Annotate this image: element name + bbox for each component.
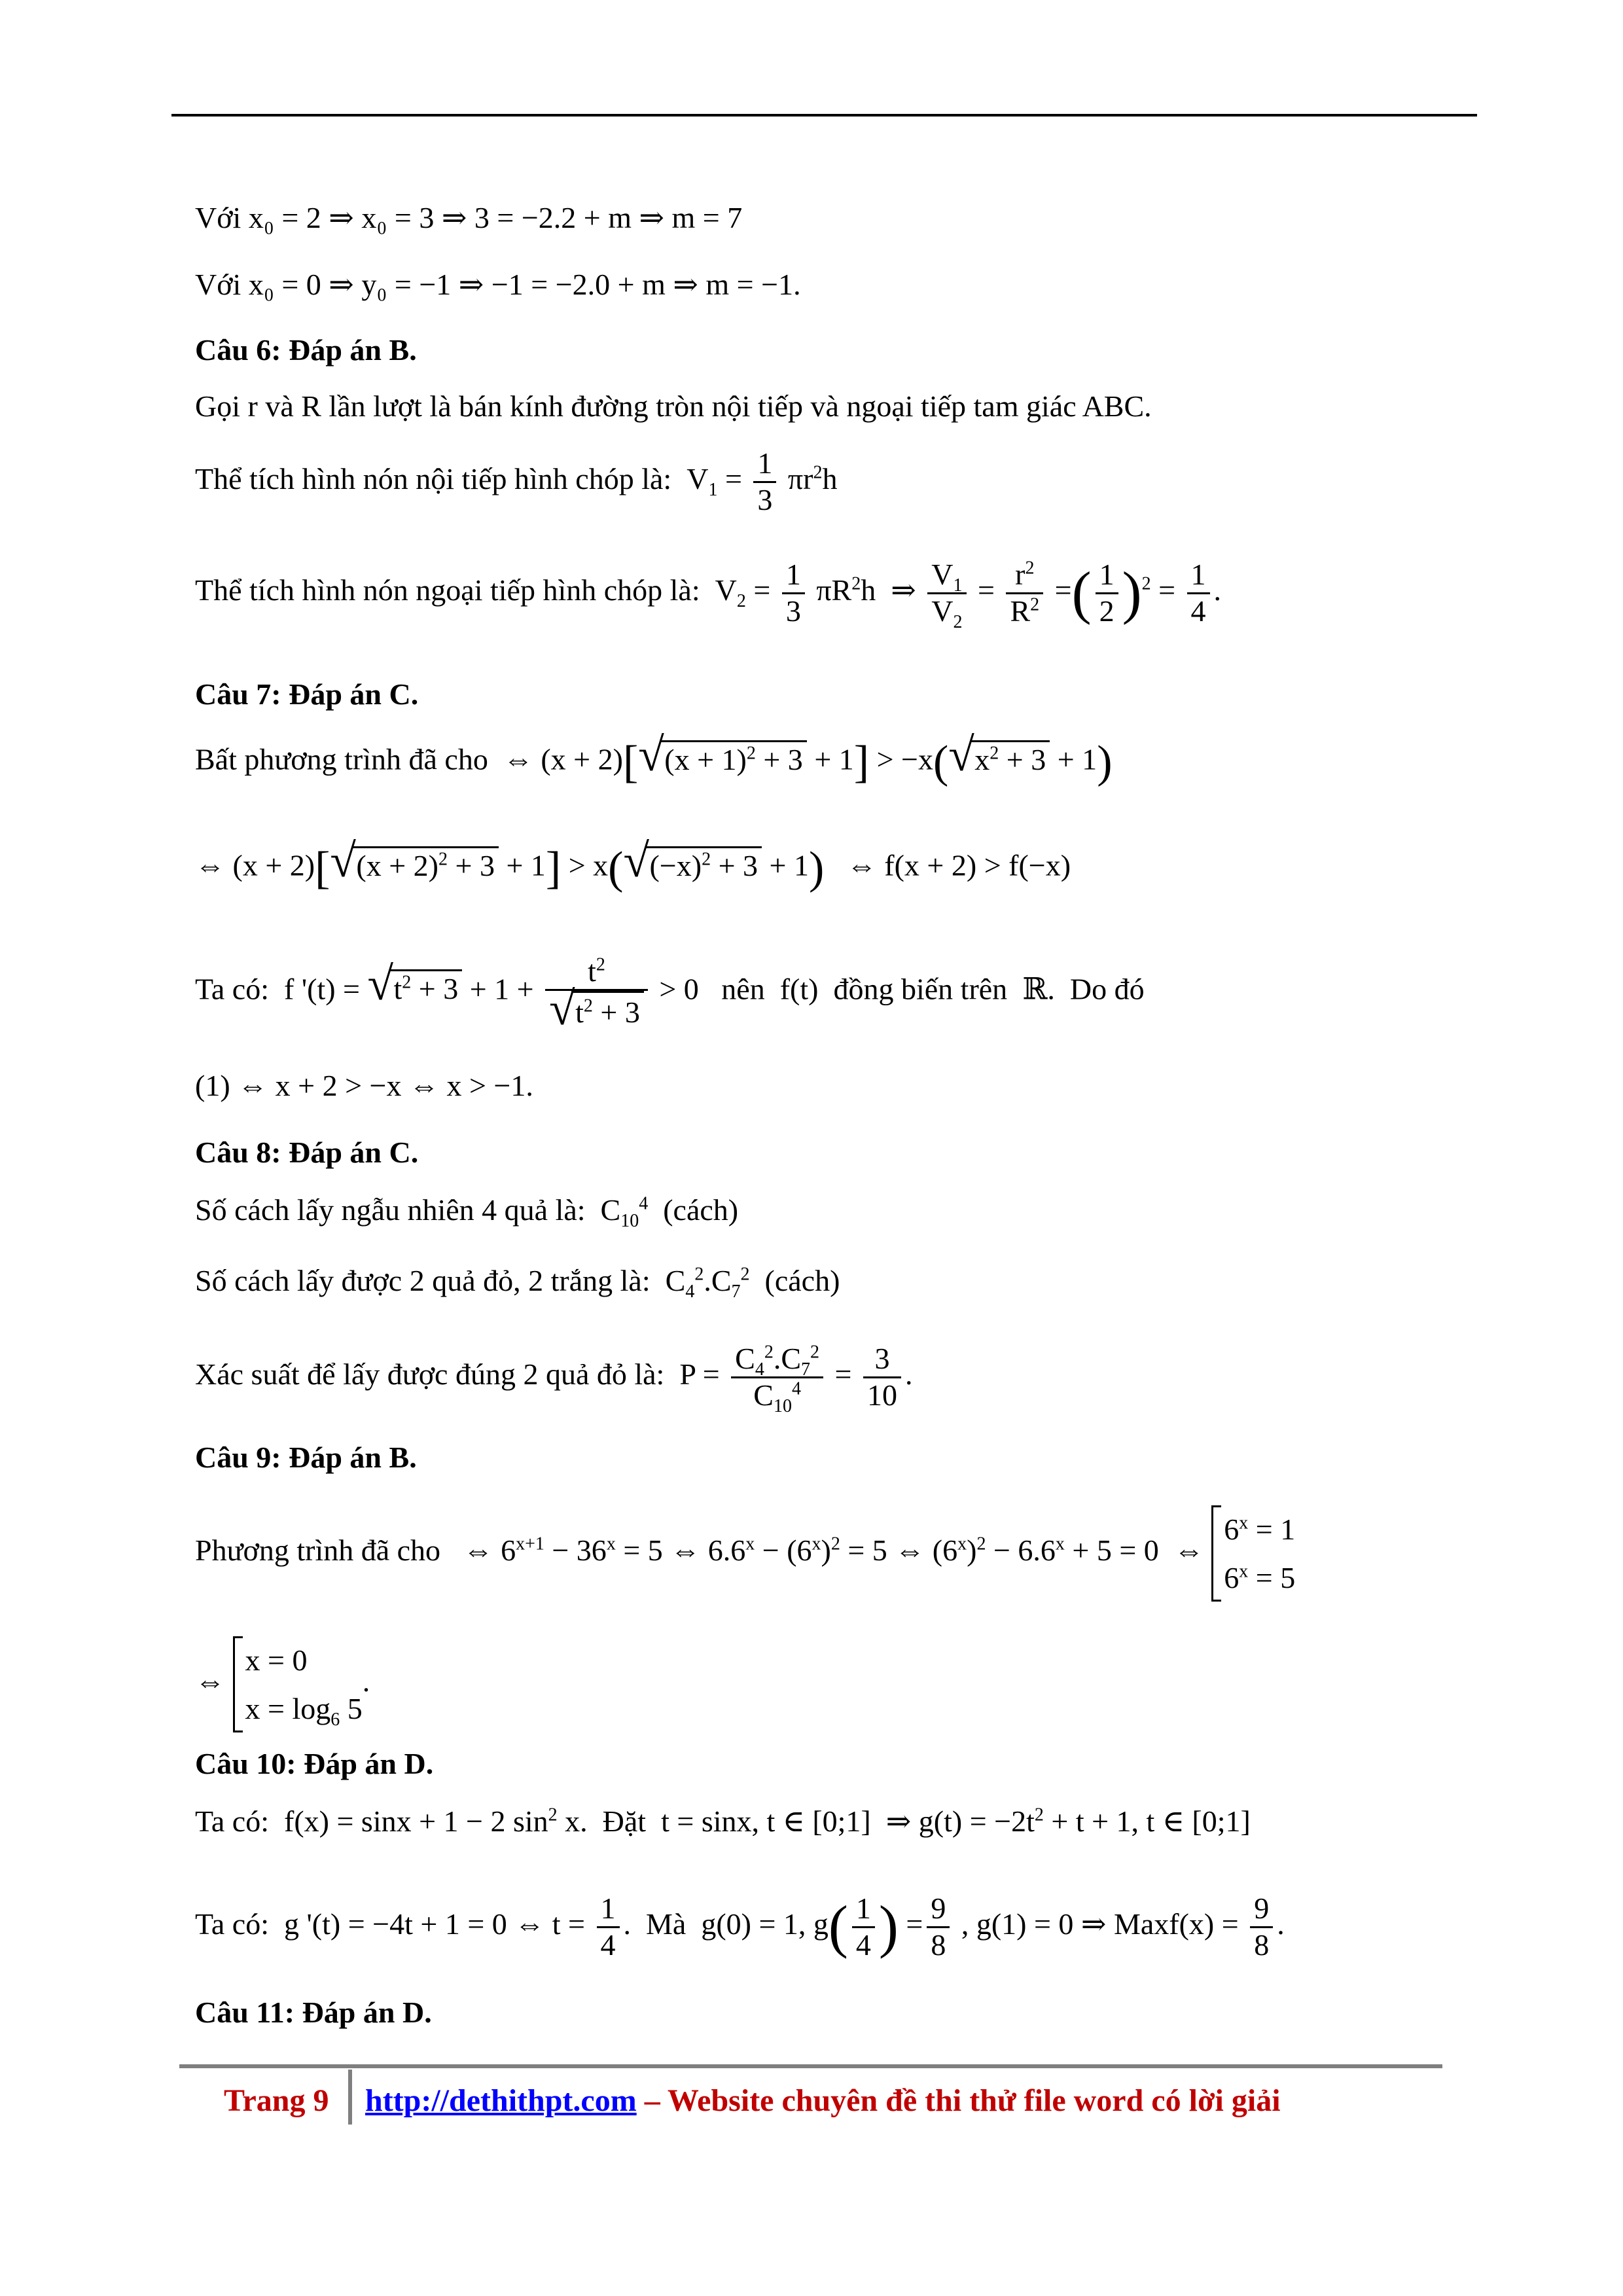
cau10-heading: Câu 10: Đáp án D.	[195, 1747, 434, 1780]
cau8-text2: Số cách lấy được 2 quả đỏ, 2 trắng là: $C_4^2.C_7^2$ (cách)	[195, 1264, 840, 1302]
website-link[interactable]: http://dethithpt.com	[365, 2083, 637, 2118]
cau8-text3: Xác suất để lấy được đúng 2 quả đỏ là: P = $\frac{C_4^2.C_7^2}{C_{10}^4}$ = $\frac{3}{10}$ .	[195, 1342, 913, 1417]
line-x0-0	[195, 270, 801, 300]
top-rule	[171, 114, 1477, 117]
cau6-heading: Câu 6: Đáp án B.	[195, 333, 417, 367]
cau7-heading: Câu 7: Đáp án C.	[195, 677, 419, 711]
footer-rule	[179, 2064, 1442, 2068]
cau11-heading: Câu 11: Đáp án D.	[195, 1996, 432, 2029]
cau10-text2: Ta có: g '(t) = −4t + 1 = 0 ⇔ t = $\frac{1}{4}$ . Mà g(0) = 1, g( $\frac{1}{4}$ ) = $\frac{9}{8}$ , g(1) = 0 ⇒ Maxf(x) = $\frac{9}{8}$ .	[195, 1892, 1285, 1962]
cau7-text3: (1) ⇔ x + 2 > −x ⇔ x > −1.	[195, 1069, 533, 1102]
equation-text: Với x₀ = 0 ⇒ y₀ = −1 ⇒ −1 = −2.0 + m ⇒ m = −1.	[195, 268, 801, 301]
line-x0-2	[195, 203, 742, 233]
equation-text: Với x₀ = 2 ⇒ x₀ = 3 ⇒ 3 = −2.2 + m ⇒ m = 7	[195, 201, 743, 234]
cau7-text1: Bất phương trình đã cho ⇔ (x + 2)[√ $(x + 1)^2 + 3 + 1] > -x(√$ $x^2 + 3 + 1$)	[195, 740, 1113, 785]
cau9-text1: Phương trình đã cho ⇔ $6^{x+1} - 36^x = 5$ ⇔ $6.6^x - (6^x)^2 = 5$ ⇔ $(6^x)^2 - 6.6^x + 5 = 0$ ⇔ $6^x = 1$ $6^x = 5$	[195, 1505, 1295, 1602]
cau6-text2: Thể tích hình nón nội tiếp hình chóp là: $V_1$ = $\frac{1}{3}$ $\pi r^2h$	[195, 446, 838, 516]
cau10-text1: Ta có: f(x) = sinx + 1 − 2 $\sin^2 x$. Đặt t = sinx, t ∈ [0;1] ⇒ $g(t) = -2t^2 + t + 1$, t ∈ [0;1]	[195, 1804, 1251, 1838]
footer-text	[365, 2083, 1281, 2119]
cau9-heading: Câu 9: Đáp án B.	[195, 1441, 417, 1474]
page-number: Trang 9	[224, 2083, 329, 2118]
cau8-text1: Số cách lấy ngẫu nhiên 4 quả là: $C_{10}^4$ (cách)	[195, 1193, 739, 1232]
footer-separator	[348, 2070, 352, 2125]
cau7-text2: Ta có: f '(t) = √ $t^2 + 3 + 1$ + $t^2$ √ $t^2 + 3$ > 0 nên f(t) đồng biến trên ℝ. Do đó	[195, 954, 1145, 1030]
cau7-equiv: ⇔ (x + 2)[√ $(x + 2)^2 + 3 + 1] > x(√$ $(-x)^2 + 3 + 1$) ⇔ f(x + 2) > f(−x)	[195, 846, 1071, 891]
cau6-text1: Gọi r và R lần lượt là bán kính đường tròn nội tiếp và ngoại tiếp tam giác ABC.	[195, 389, 1152, 423]
cau8-heading: Câu 8: Đáp án C.	[195, 1136, 419, 1169]
footer-tagline: – Website chuyên đề thi thử file word có lời giải	[644, 2083, 1281, 2118]
cau6-text3: Thể tích hình nón ngoại tiếp hình chóp là: $V_2$ = $\frac{1}{3}$ $\pi R^2h$ ⇒ $\frac{V_1}{V_2}$ = $\frac{r^2}{R^2}$ =( $\frac{1}{2}$ )$^2$ = $\frac{1}{4}$ .	[195, 558, 1222, 633]
cau9-solution: ⇔ x = 0 $x = \log_6 5$ .	[195, 1636, 370, 1732]
